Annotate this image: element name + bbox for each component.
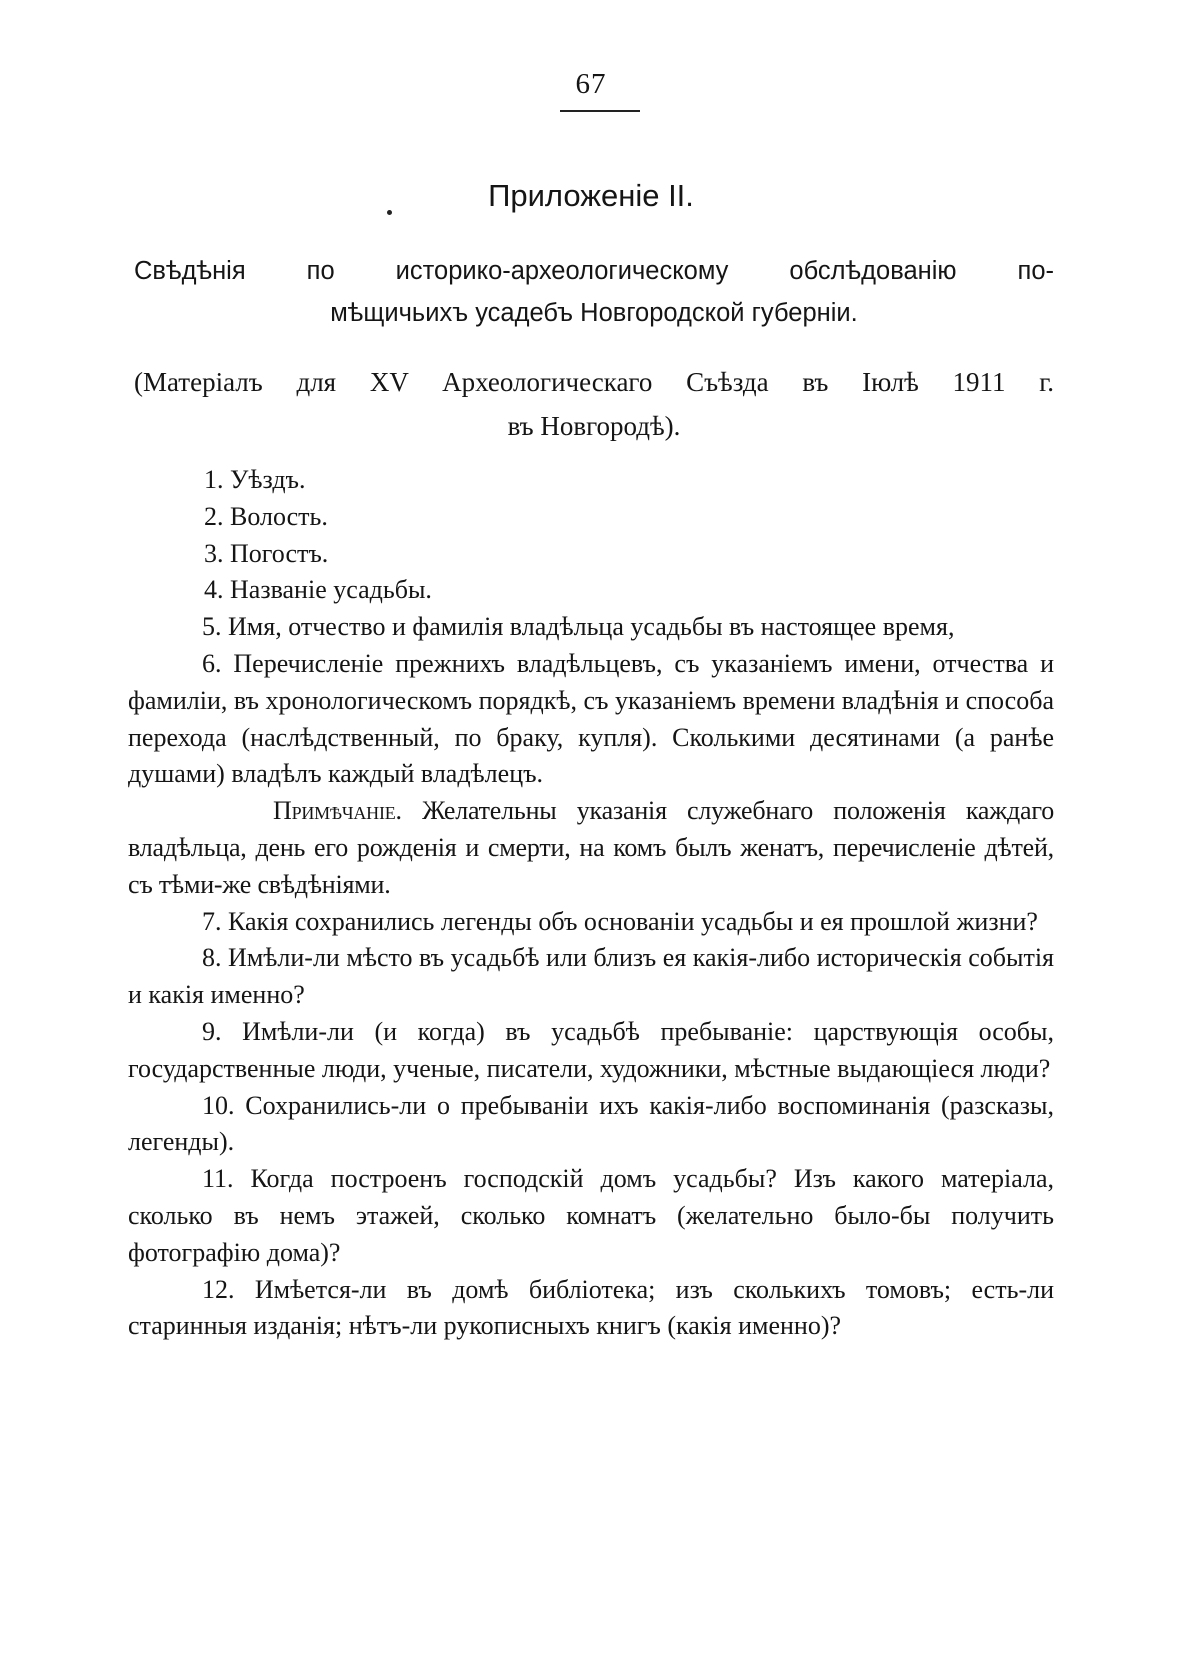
question-paragraph: 10. Сохранились-ли о пребываніи ихъ какія-либо воспоминанія (разсказы, легенды). (128, 1090, 1054, 1157)
list-item: 3. Погостъ. (204, 538, 329, 568)
list-item: 4. Названіе усадьбы. (204, 575, 432, 605)
appendix-title: Приложеніе II. (488, 178, 694, 213)
list-item: 1. Уѣздъ. (204, 465, 306, 494)
subtitle-line-2: мѣщичьихъ усадебъ Новгородской губерніи. (330, 299, 858, 327)
question-paragraph: 6. Перечисленіе прежнихъ владѣльцевъ, съ указаніемъ имени, отчества и фамиліи, въ хронологическомъ порядкѣ, съ указаніемъ времени владѣнія и способа перехода (наслѣдственный, по браку, купля). Сколькими десятинами (а ранѣе душами) владѣлъ каждый владѣлецъ. (128, 648, 1054, 789)
question-paragraph: 12. Имѣется-ли въ домѣ библіотека; изъ сколькихъ томовъ; есть-ли старинныя изданія; нѣтъ-ли рукописныхъ книгъ (какія именно)? (128, 1274, 1054, 1341)
page-number-rule (560, 110, 640, 112)
note-label: Примѣчаніе. (273, 796, 402, 826)
note-text: Желательны указанія служебнаго положенія каждаго владѣльца, день его рожденія и смерти, на комъ былъ женатъ, перечисленіе дѣтей, съ тѣми-же свѣдѣніями. (128, 796, 1054, 899)
question-paragraph: 11. Когда построенъ господскій домъ усадьбы? Изъ какого матеріала, сколько въ немъ этажей, сколько комнатъ (желательно было-бы получить фотографію дома)? (128, 1164, 1054, 1267)
material-line-1: (Матеріалъ для XV Археологическаго Съѣзда въ Іюлѣ 1911 г. (134, 367, 1054, 397)
page-number: 67 (575, 68, 607, 100)
question-paragraph: 8. Имѣли-ли мѣсто въ усадьбѣ или близъ ея какія-либо историческія событія и какія именно? (128, 943, 1054, 1010)
subtitle-line-1: Свѣдѣнія по историко-археологическому обслѣдованію по- (134, 257, 1054, 285)
note-paragraph (128, 793, 1054, 903)
question-paragraph: 7. Какія сохранились легенды объ основаніи усадьбы и ея прошлой жизни? (202, 906, 1038, 936)
material-line-2: въ Новгородѣ). (507, 411, 681, 441)
question-paragraph: 5. Имя, отчество и фамилія владѣльца усадьбы въ настоящее время, (202, 612, 955, 642)
material-note (134, 360, 1054, 448)
questionnaire-body (128, 462, 1054, 1345)
question-paragraph: 9. Имѣли-ли (и когда) въ усадьбѣ пребываніе: царствующія особы, государственные люди, ученые, писатели, художники, мѣстные выдающіеся люди? (128, 1016, 1054, 1083)
list-item: 2. Волость. (204, 501, 328, 531)
subtitle (134, 250, 1054, 334)
